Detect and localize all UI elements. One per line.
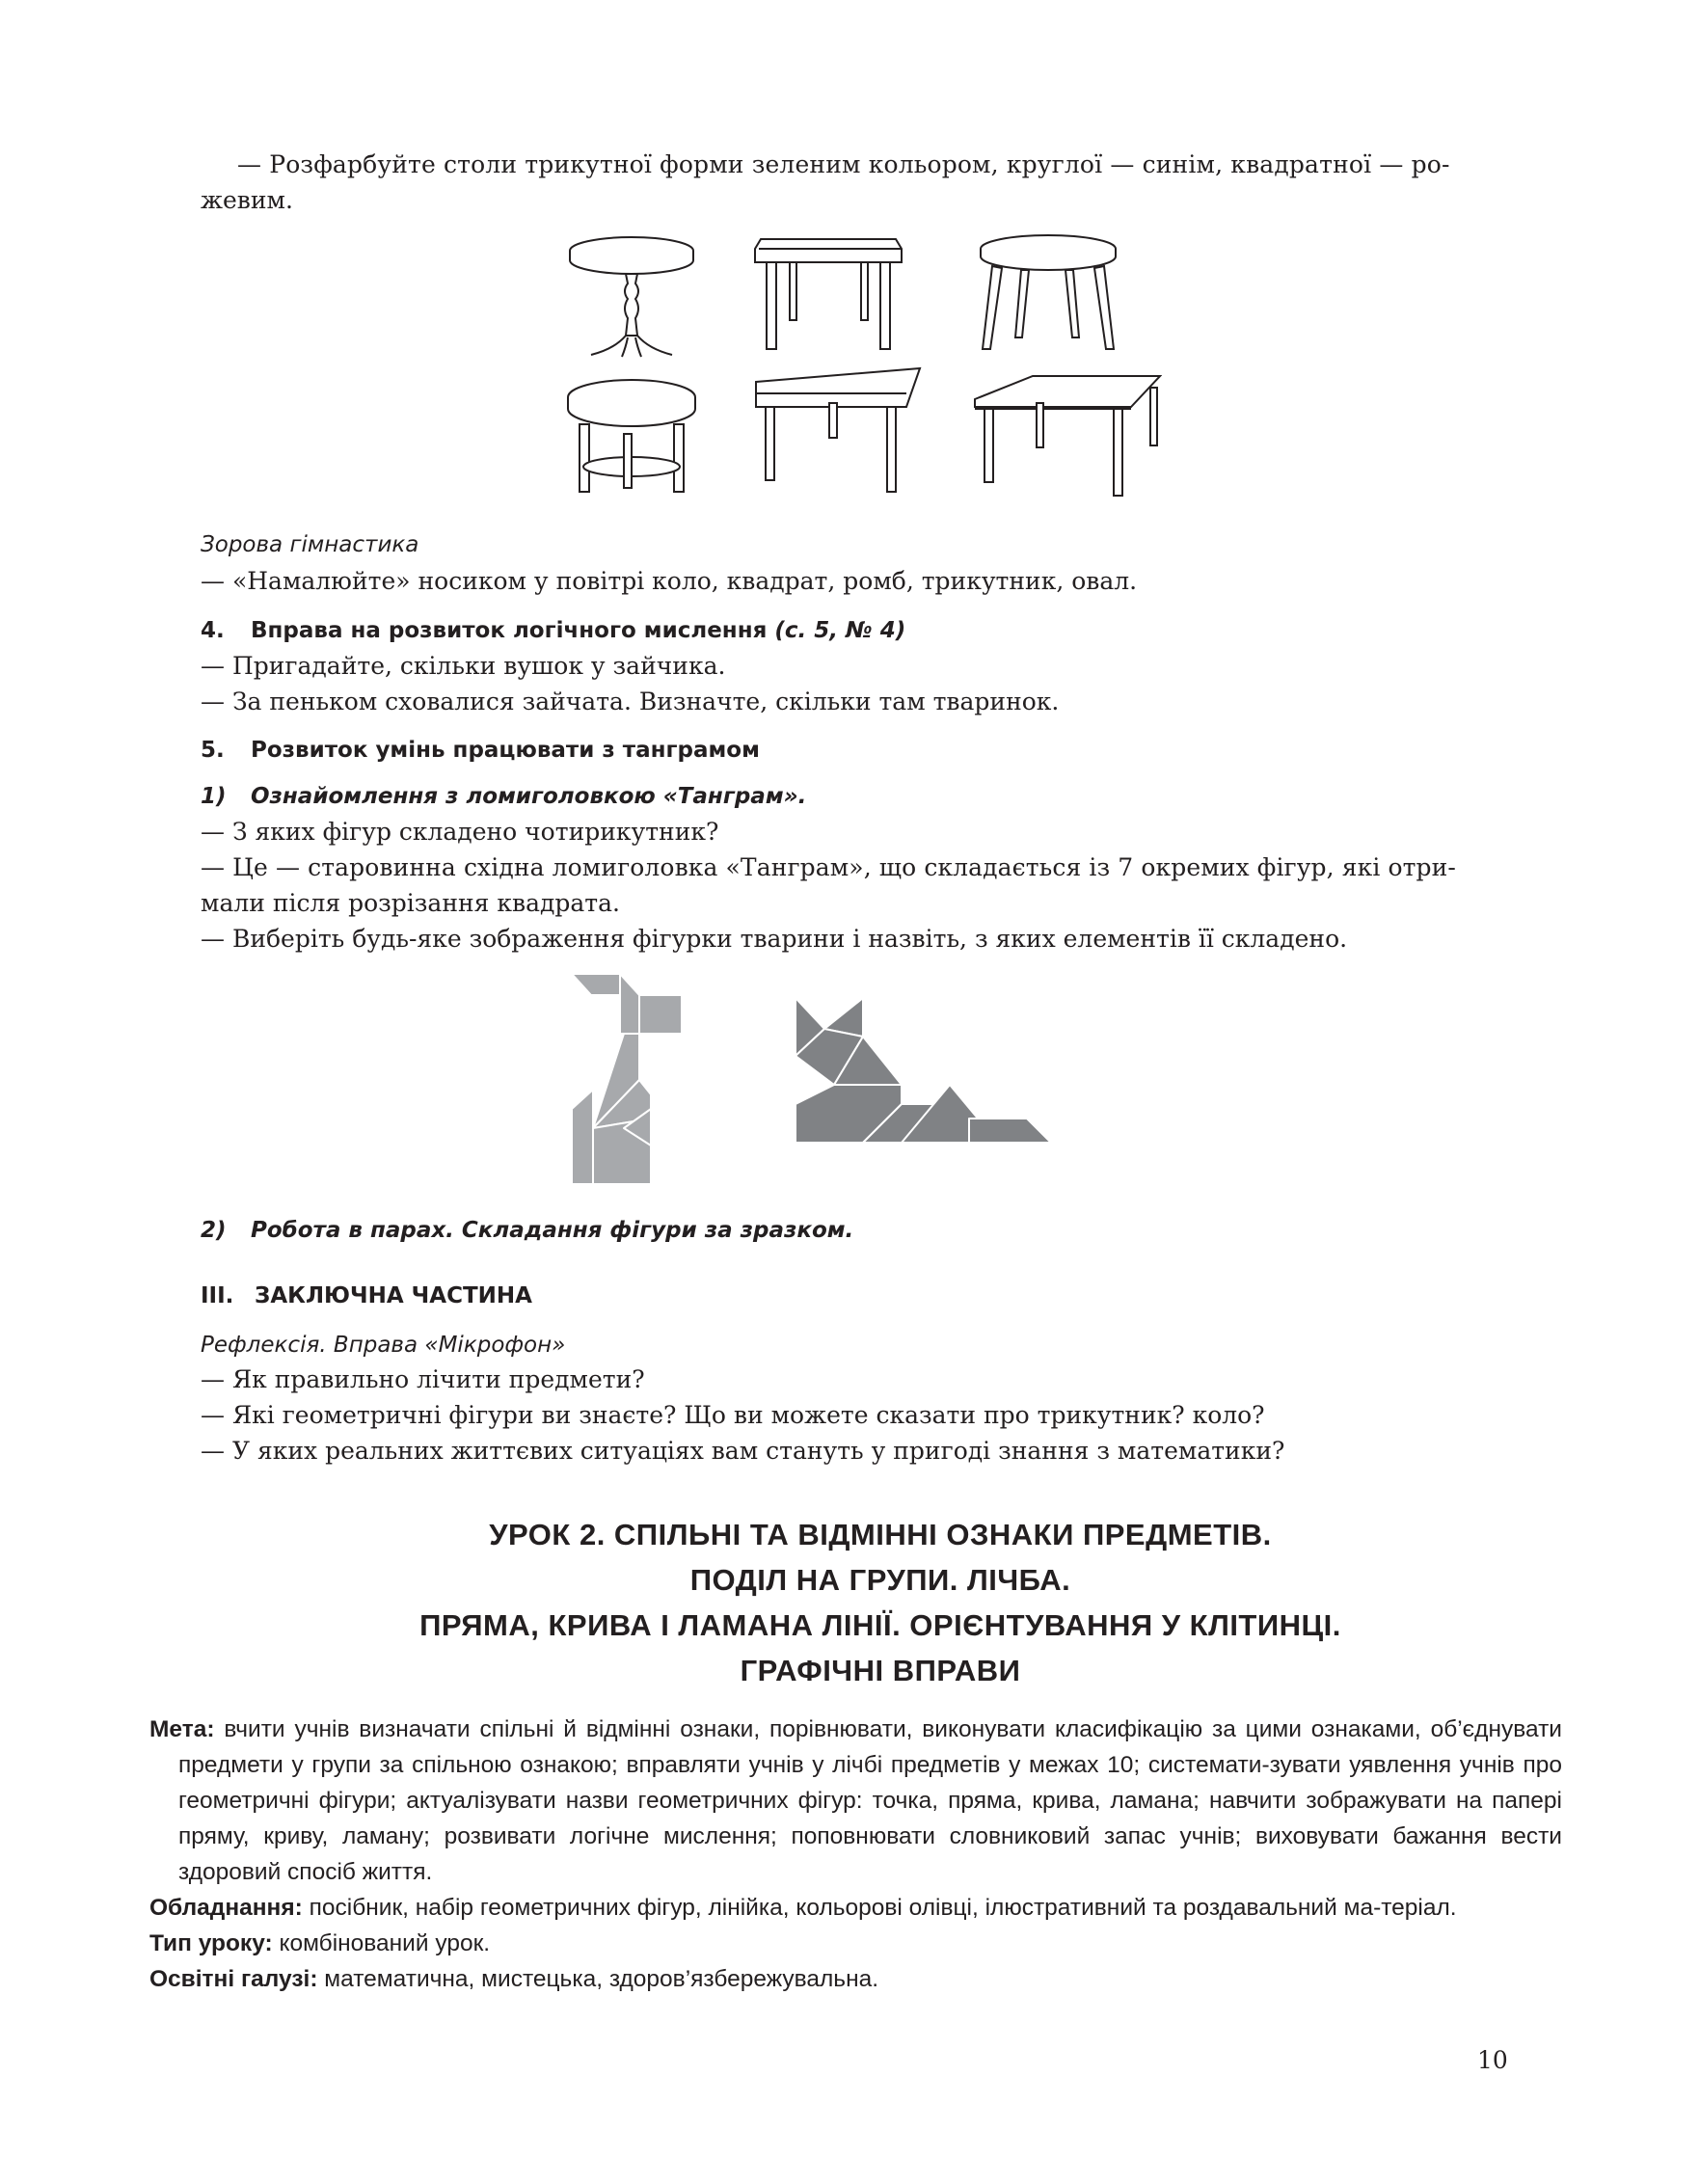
section-5 <box>201 733 1560 957</box>
edu-fields-label: Освітні галузі: <box>149 1966 318 1992</box>
section-4-line-1: — Пригадайте, скільки вушок у зайчика. <box>201 652 726 680</box>
equipment-text: посібник, набір геометричних фігур, лінійка, кольорові олівці, ілюстративний та роздавальний ма-теріал. <box>309 1895 1457 1921</box>
section-5-line-2: — Це — старовинна східна ломиголовка «Танграм», що складається із 7 окремих фігур, які отри- <box>201 853 1456 881</box>
section-5-sub2-title: Робота в парах. Складання фігури за зразком. <box>251 1218 854 1243</box>
reflection-caption: Рефлексія. Вправа «Мікрофон» <box>201 1333 566 1358</box>
lesson-2-title <box>201 1512 1560 1693</box>
section-5-sub1-number: 1) <box>201 784 227 809</box>
goal-text: вчити учнів визначати спільні й відмінні ознаки, порівнювати, виконувати класифікацію за цими ознаками, об’єднувати предмети у групи за спільною ознакою; вправляти учнів у лічбі предметів у межах 10; системати-зувати уявлення учнів про геометричні фігури; актуалізувати назви геометричних фігур: точка, пряма, крива, ламана; навчити зображувати на папері пряму, криву, ламану; розвивати логічне мислення; поповнювати словниковий запас учнів; виховувати бажання вести здоровий спосіб життя. <box>178 1716 1562 1885</box>
lesson-type-text: комбінований урок. <box>279 1930 491 1956</box>
round-coffee-table-icon <box>568 380 695 492</box>
section-3-line-2: — Які геометричні фігури ви знаєте? Що ви можете сказати про трикутник? коло? <box>201 1401 1265 1429</box>
section-4-ref: (с. 5, № 4) <box>774 618 906 643</box>
section-4 <box>201 613 1560 719</box>
eye-gymnastics <box>201 528 1560 599</box>
section-3 <box>201 1279 1560 1469</box>
lesson-2-title-line-1: УРОК 2. СПІЛЬНІ ТА ВІДМІННІ ОЗНАКИ ПРЕДМЕТІВ. <box>489 1518 1272 1551</box>
eye-gymnastics-caption: Зорова гімнастика <box>201 532 419 557</box>
section-3-number: ІІІ. <box>201 1283 234 1308</box>
tables-figure <box>564 229 1162 509</box>
section-5-heading <box>201 733 1560 768</box>
edu-fields-paragraph <box>149 1961 1562 1997</box>
pedestal-round-table-icon <box>570 237 693 357</box>
section-3-line-3: — У яких реальних життєвих ситуаціях вам стануть у пригоді знання з математики? <box>201 1437 1285 1465</box>
section-5-sub1 <box>201 779 1560 814</box>
lesson-2-title-line-2: ПОДІЛ НА ГРУПИ. ЛІЧБА. <box>689 1563 1071 1597</box>
coloring-instruction <box>201 147 1560 218</box>
edu-fields-text: математична, мистецька, здоров’язбережувальна. <box>324 1966 879 1992</box>
section-3-heading <box>201 1279 1560 1313</box>
lesson-type-label: Тип уроку: <box>149 1930 273 1956</box>
eye-gymnastics-line: — «Намалюйте» носиком у повітрі коло, квадрат, ромб, трикутник, овал. <box>201 567 1138 595</box>
lesson-type-paragraph <box>149 1926 1562 1961</box>
section-5-sub2-heading <box>201 1213 1560 1248</box>
section-5-line-4: — Виберіть будь-яке зображення фігурки тварини і назвіть, з яких елементів її складено. <box>201 925 1348 953</box>
lesson-2-title-line-4: ГРАФІЧНІ ВПРАВИ <box>740 1654 1021 1687</box>
instruction-line-2: жевим. <box>201 186 293 214</box>
goal-paragraph <box>149 1712 1562 1890</box>
section-4-heading <box>201 613 1560 648</box>
section-5-sub1-title: Ознайомлення з ломиголовкою «Танграм». <box>251 784 807 809</box>
section-4-title: Вправа на розвиток логічного мислення <box>251 618 768 643</box>
lesson-2-title-line-3: ПРЯМА, КРИВА І ЛАМАНА ЛІНІЇ. ОРІЄНТУВАННЯ У КЛІТИНЦІ. <box>419 1608 1341 1642</box>
equipment-paragraph <box>149 1890 1562 1926</box>
tangram-rabbit-icon <box>572 974 682 1184</box>
section-5-line-1: — З яких фігур складено чотирикутник? <box>201 818 719 846</box>
round-table-icon <box>981 235 1116 349</box>
section-3-title: ЗАКЛЮЧНА ЧАСТИНА <box>255 1283 532 1308</box>
section-5-number: 5. <box>201 738 225 763</box>
square-table-2-icon <box>975 376 1160 496</box>
instruction-line-1: — Розфарбуйте столи трикутної форми зеленим кольором, круглої — синім, квадратної — ро- <box>237 150 1450 178</box>
page-number: 10 <box>1477 2046 1508 2074</box>
goal-label: Мета: <box>149 1716 215 1742</box>
section-5-sub2 <box>201 1213 1560 1248</box>
equipment-label: Обладнання: <box>149 1895 303 1921</box>
triangular-table-icon <box>756 368 920 492</box>
lesson-2-meta <box>149 1712 1562 1997</box>
tangram-cat-icon <box>796 998 1051 1143</box>
section-5-title: Розвиток умінь працювати з танграмом <box>251 738 760 763</box>
tangram-figures <box>564 974 1143 1196</box>
square-table-icon <box>755 239 902 349</box>
section-4-line-2: — За пеньком сховалися зайчата. Визначте, скільки там тваринок. <box>201 688 1060 715</box>
section-3-line-1: — Як правильно лічити предмети? <box>201 1365 645 1393</box>
section-5-sub2-number: 2) <box>201 1218 227 1243</box>
section-4-number: 4. <box>201 618 225 643</box>
section-5-line-3: мали після розрізання квадрата. <box>201 889 620 917</box>
